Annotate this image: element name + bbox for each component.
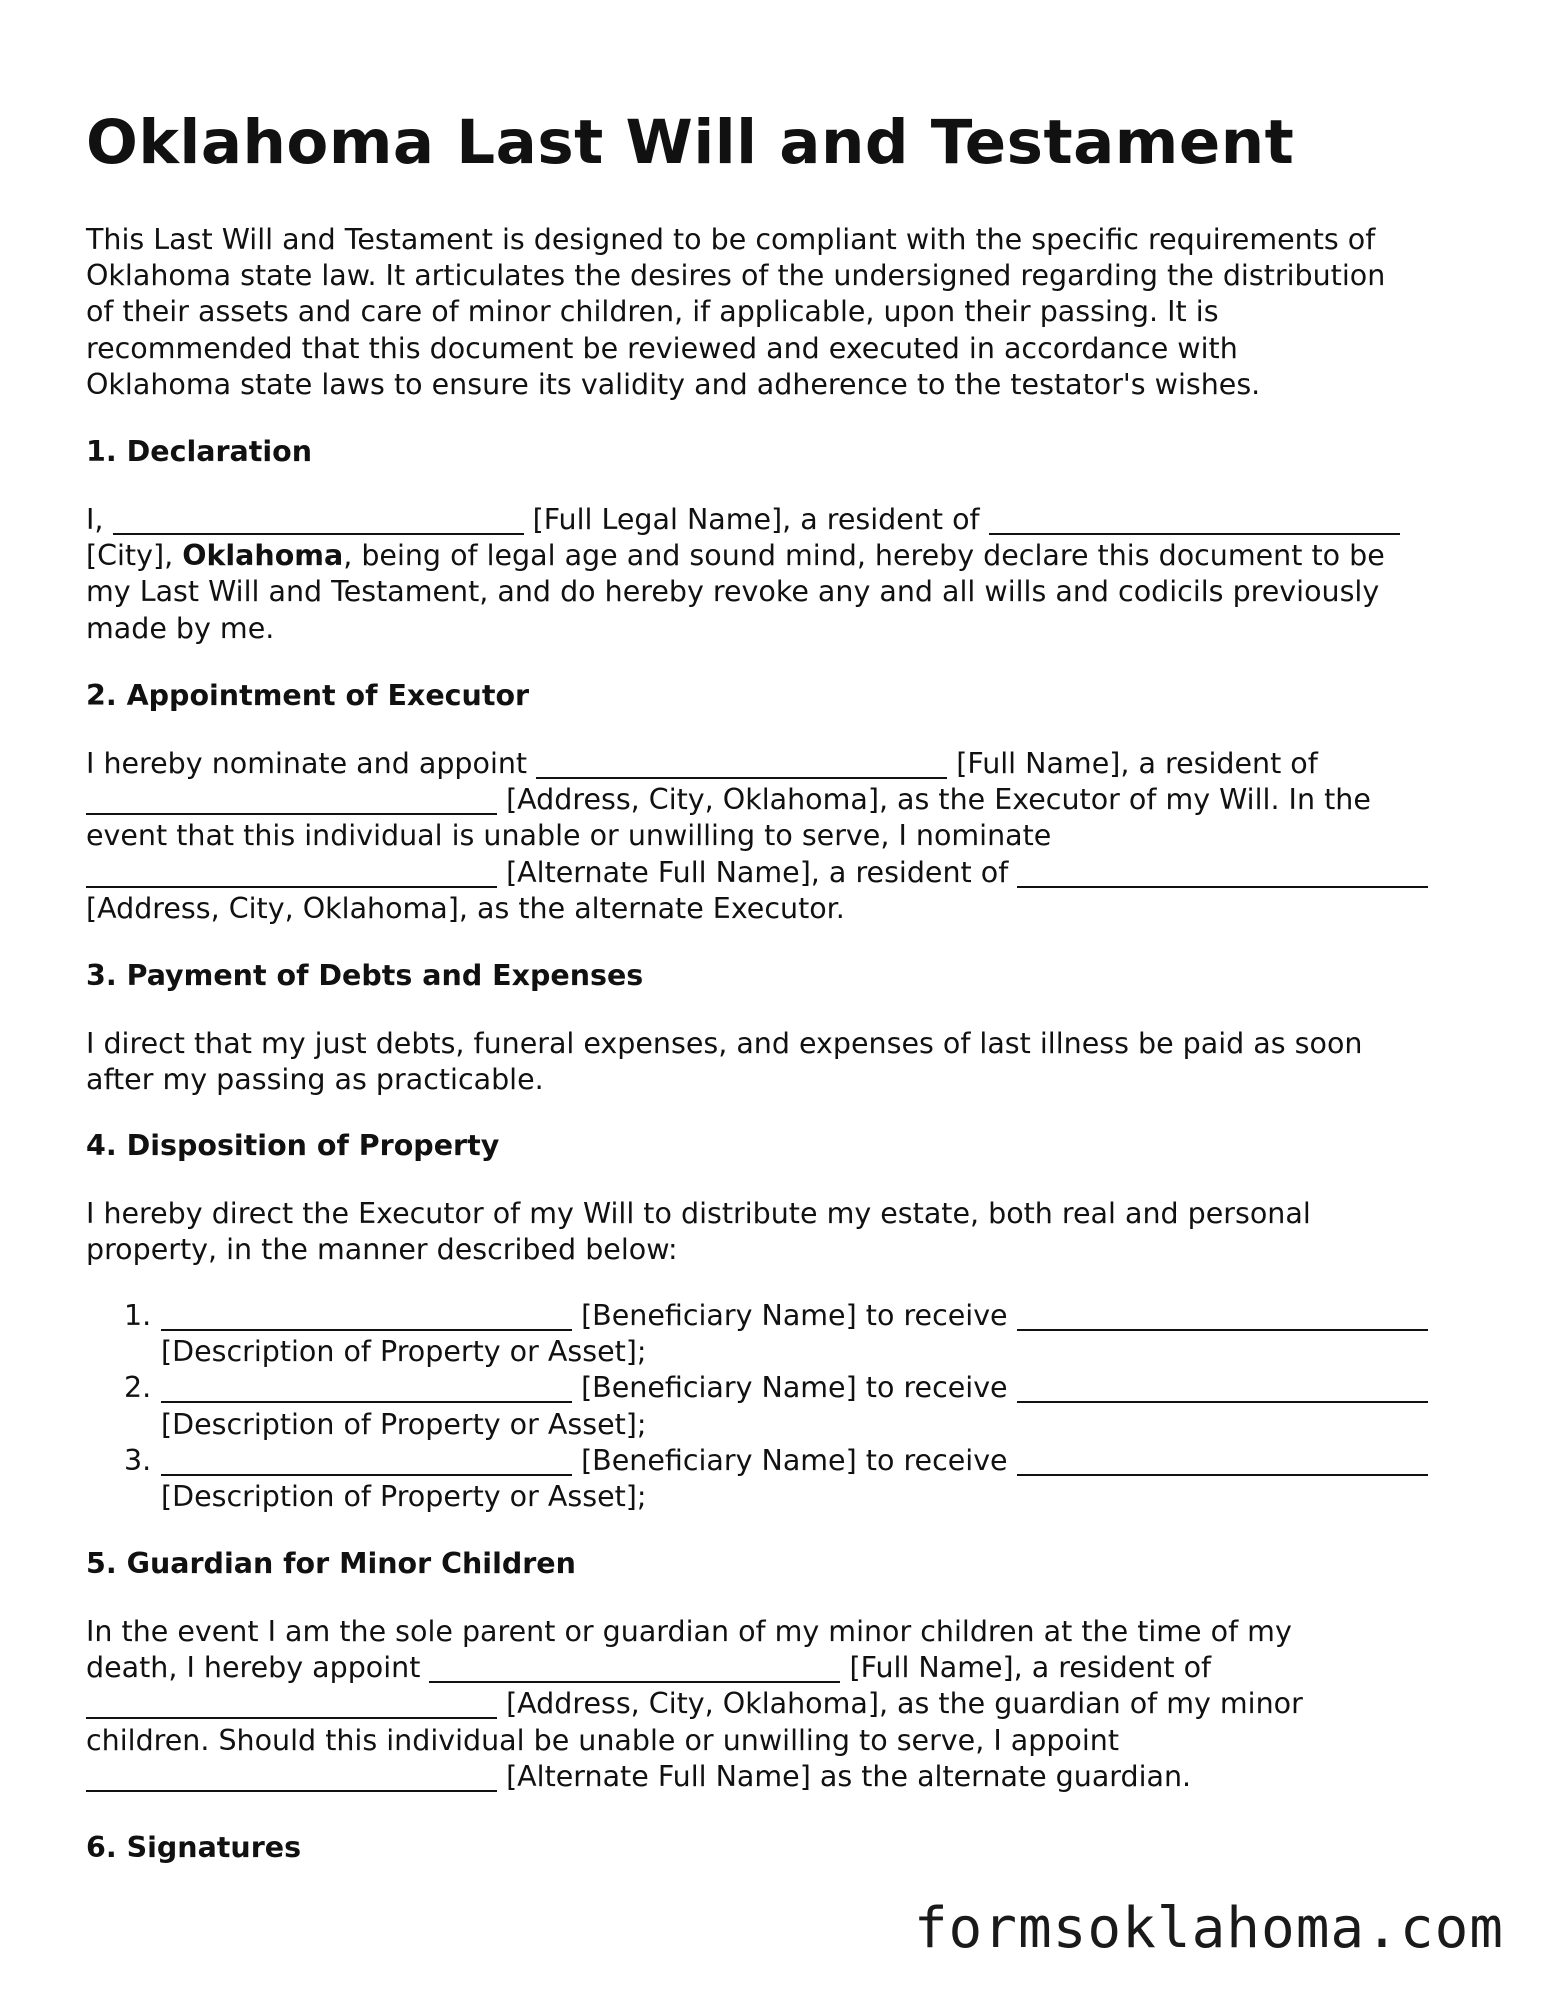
- list-item: [86, 1443, 1428, 1515]
- executor-text: [Address, City, Oklahoma], as the alternate Executor.: [86, 891, 845, 925]
- intro-line: Oklahoma state laws to ensure its validity and adherence to the testator's wishes.: [86, 367, 1261, 401]
- section-heading-guardian: 5. Guardian for Minor Children: [86, 1547, 576, 1580]
- beneficiary-name-blank[interactable]: [161, 1373, 572, 1403]
- guardian-text: children. Should this individual be unable or unwilling to serve, I appoint: [86, 1723, 1120, 1757]
- section-heading-debts: 3. Payment of Debts and Expenses: [86, 959, 644, 992]
- executor-text: [Address, City, Oklahoma], as the Executor of my Will. In the: [506, 783, 1371, 817]
- declaration-text: [City],: [86, 539, 174, 573]
- guardian-text: death, I hereby appoint: [86, 1651, 421, 1685]
- intro-line: This Last Will and Testament is designed to be compliant with the specific requirements of: [86, 223, 1376, 256]
- state-name: Oklahoma: [182, 539, 344, 573]
- alternate-executor-address-blank[interactable]: [1017, 858, 1428, 888]
- intro-line: recommended that this document be reviewed and executed in accordance with: [86, 331, 1238, 365]
- list-text: [Beneficiary Name] to receive: [581, 1443, 1008, 1477]
- guardian-text: In the event I am the sole parent or guardian of my minor children at the time of my: [86, 1615, 1292, 1648]
- guardian-name-blank[interactable]: [429, 1653, 840, 1683]
- list-text: [Beneficiary Name] to receive: [581, 1371, 1008, 1405]
- document-title: Oklahoma Last Will and Testament: [86, 107, 1295, 178]
- guardian-text: [Address, City, Oklahoma], as the guardian of my minor: [506, 1687, 1303, 1721]
- executor-paragraph: [86, 746, 1428, 927]
- full-legal-name-blank[interactable]: [113, 505, 524, 535]
- guardian-address-blank[interactable]: [86, 1689, 497, 1719]
- declaration-paragraph: [86, 502, 1400, 647]
- list-text: [Beneficiary Name] to receive: [581, 1299, 1008, 1332]
- declaration-text: my Last Will and Testament, and do hereby revoke any and all wills and codicils previously: [86, 575, 1380, 609]
- section-heading-declaration: 1. Declaration: [86, 435, 313, 468]
- property-text: property, in the manner described below:: [86, 1233, 678, 1267]
- list-number: 3.: [124, 1443, 152, 1477]
- guardian-text: [Full Name], a resident of: [849, 1651, 1212, 1685]
- property-text: I hereby direct the Executor of my Will to distribute my estate, both real and personal: [86, 1197, 1311, 1230]
- site-watermark: formsoklahoma.com: [913, 1896, 1504, 1961]
- alternate-executor-name-blank[interactable]: [86, 858, 497, 888]
- executor-name-blank[interactable]: [536, 749, 947, 779]
- declaration-text: [Full Legal Name], a resident of: [532, 503, 980, 536]
- executor-text: I hereby nominate and appoint: [86, 747, 528, 780]
- list-text: [Description of Property or Asset];: [161, 1407, 647, 1441]
- beneficiary-name-blank[interactable]: [161, 1301, 572, 1331]
- beneficiary-name-blank[interactable]: [161, 1446, 572, 1476]
- executor-text: [Full Name], a resident of: [956, 747, 1318, 780]
- debts-text: after my passing as practicable.: [86, 1063, 544, 1097]
- list-item: [86, 1370, 1428, 1442]
- debts-paragraph: [86, 1026, 1362, 1098]
- list-text: [Description of Property or Asset];: [161, 1480, 647, 1514]
- intro-line: of their assets and care of minor children, if applicable, upon their passing. It is: [86, 295, 1219, 329]
- property-description-blank[interactable]: [1017, 1301, 1428, 1331]
- list-number: 2.: [124, 1371, 152, 1405]
- alternate-guardian-name-blank[interactable]: [86, 1762, 497, 1792]
- executor-address-blank[interactable]: [86, 785, 497, 815]
- list-number: 1.: [124, 1299, 152, 1332]
- declaration-text: made by me.: [86, 611, 275, 645]
- executor-text: [Alternate Full Name], a resident of: [506, 855, 1009, 889]
- property-description-blank[interactable]: [1017, 1373, 1428, 1403]
- section-heading-property: 4. Disposition of Property: [86, 1129, 500, 1162]
- executor-text: event that this individual is unable or unwilling to serve, I nominate: [86, 819, 1052, 853]
- declaration-text: I,: [86, 503, 104, 536]
- intro-paragraph: [86, 222, 1385, 403]
- debts-text: I direct that my just debts, funeral expenses, and expenses of last illness be paid as soon: [86, 1027, 1363, 1060]
- property-paragraph: [86, 1196, 1311, 1268]
- beneficiary-list: [86, 1298, 1428, 1515]
- intro-line: Oklahoma state law. It articulates the desires of the undersigned regarding the distribution: [86, 259, 1386, 293]
- section-heading-signatures: 6. Signatures: [86, 1831, 302, 1864]
- list-text: [Description of Property or Asset];: [161, 1335, 647, 1369]
- guardian-text: [Alternate Full Name] as the alternate guardian.: [506, 1759, 1192, 1793]
- guardian-paragraph: [86, 1614, 1303, 1795]
- city-blank[interactable]: [989, 505, 1400, 535]
- list-item: [86, 1298, 1428, 1370]
- section-heading-executor: 2. Appointment of Executor: [86, 679, 530, 712]
- declaration-text: , being of legal age and sound mind, hereby declare this document to be: [343, 539, 1385, 573]
- property-description-blank[interactable]: [1017, 1446, 1428, 1476]
